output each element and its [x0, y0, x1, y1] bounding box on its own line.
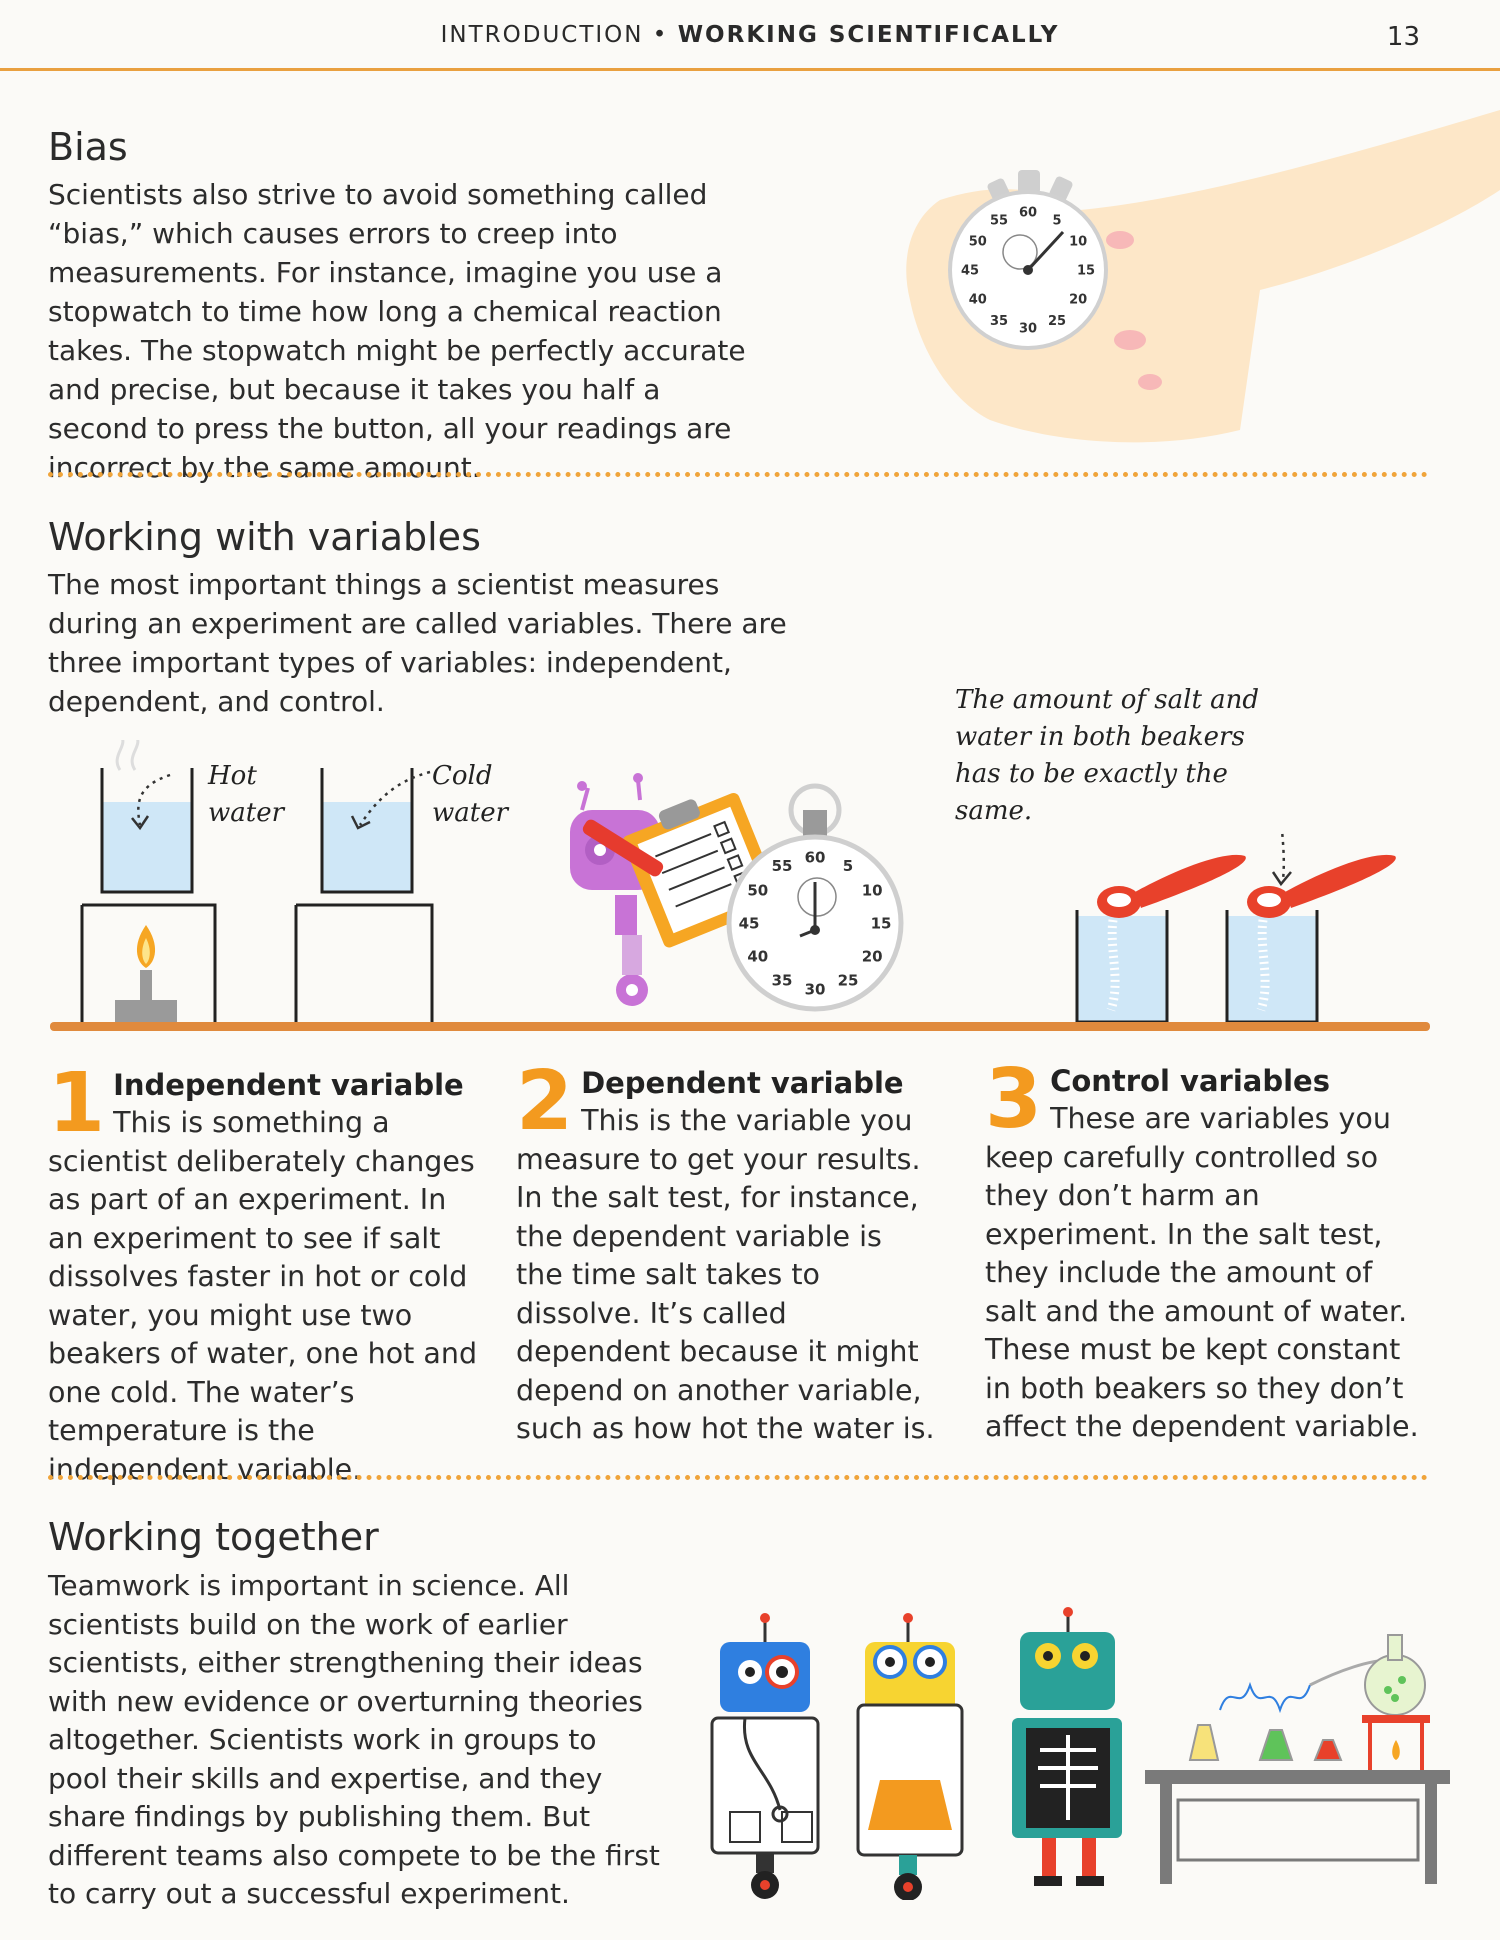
control-variables-column — [985, 1052, 1425, 1447]
stopwatch-number: 5 — [842, 857, 854, 876]
together-text: Teamwork is important in science. All scientists build on the work of earlier scientists, either strengthening their ideas with new evidence or overturning theories altogether. Scientists work in groups to pool their skills and expertise, and they share findings by publishing them. But different teams also compete to be the first to carry out a successful experiment. — [48, 1569, 660, 1910]
section-divider-2 — [48, 1475, 1428, 1480]
stopwatch-number: 10 — [1069, 234, 1088, 250]
stopwatch-number: 40 — [747, 947, 769, 966]
hot-cold-beakers-illustration — [60, 740, 510, 1030]
stopwatch-number: 40 — [968, 292, 987, 308]
section-divider-1 — [48, 472, 1428, 477]
stopwatch-number: 20 — [861, 947, 883, 966]
hand-stopwatch-illustration — [880, 100, 1500, 460]
stopwatch-number: 30 — [1018, 321, 1038, 337]
column-text-dependent: This is the variable you measure to get your results. In the salt test, for instance, the dependent variable is the time salt takes to dissolve. It’s called dependent because it might depend on another variable, such as how hot the water is. — [516, 1104, 935, 1445]
stopwatch-number: 60 — [804, 848, 826, 867]
column-number-1: 1 — [48, 1056, 106, 1151]
stopwatch-number: 25 — [837, 971, 859, 990]
stopwatch-number: 20 — [1069, 292, 1088, 308]
column-text-independent: This is something a scientist deliberately changes as part of an experiment. In an experiment to see if salt dissolves faster in hot or cold water, you might use two beakers of water, one hot and one cold. The water’s temperature is the independent variable. — [48, 1106, 478, 1486]
stopwatch-number: 55 — [989, 213, 1009, 229]
salt-note: The amount of salt and water in both beakers has to be exactly the same. — [955, 685, 1260, 826]
independent-variable-column — [48, 1056, 488, 1489]
salt-spoons-beakers-illustration — [1055, 830, 1415, 1030]
stopwatch-number: 50 — [968, 234, 987, 250]
stopwatch-number: 5 — [1052, 213, 1062, 229]
experiment-shelf — [50, 1022, 1430, 1031]
column-title-control: Control variables — [1050, 1064, 1330, 1098]
robot-stopwatch-illustration — [560, 770, 920, 1030]
header-rule — [0, 68, 1500, 71]
header-topic: WORKING SCIENTIFICALLY — [677, 22, 1060, 48]
page-number: 13 — [1386, 22, 1420, 52]
stopwatch-number: 35 — [771, 971, 793, 990]
column-number-3: 3 — [985, 1052, 1043, 1147]
stopwatch-number: 45 — [738, 914, 760, 933]
together-section — [48, 1515, 663, 1914]
stopwatch-number: 60 — [1018, 205, 1038, 221]
robot-team-illustration — [690, 1600, 1460, 1900]
bias-text: Scientists also strive to avoid something called “bias,” which causes errors to creep into measurements. For instance, imagine you use a stopwatch to time how long a chemical reaction takes. The stopwatch might be perfectly accurate and precise, but because it takes you half a second to press the button, all your readings are incorrect by the same amount. — [48, 178, 746, 484]
variables-title: Working with variables — [48, 515, 481, 559]
stopwatch-number: 35 — [989, 313, 1009, 329]
column-text-control: These are variables you keep carefully controlled so they don’t harm an experiment. In the salt test, they include the amount of salt and the amount of water. These must be kept constant in both beakers so they don’t affect the dependent variable. — [985, 1102, 1419, 1443]
column-title-dependent: Dependent variable — [581, 1066, 904, 1100]
together-title: Working together — [48, 1515, 379, 1559]
bias-title: Bias — [48, 125, 128, 169]
header-separator: • — [652, 22, 669, 48]
hot-water-label: Hot water — [208, 761, 285, 828]
stopwatch-number: 15 — [870, 914, 892, 933]
stopwatch-number: 15 — [1076, 263, 1096, 279]
dependent-variable-column — [516, 1054, 936, 1449]
stopwatch-number: 45 — [960, 263, 980, 279]
running-header — [0, 22, 1500, 48]
cold-water-label: Cold water — [432, 761, 509, 828]
stopwatch-number: 25 — [1047, 313, 1067, 329]
column-title-independent: Independent variable — [113, 1068, 464, 1102]
variables-section — [48, 515, 808, 721]
header-section: INTRODUCTION — [440, 22, 644, 48]
bias-section — [48, 125, 768, 487]
variables-intro-text: The most important things a scientist measures during an experiment are called variables. There are three important types of variables: independent, dependent, and control. — [48, 568, 787, 718]
stopwatch-number: 50 — [747, 881, 769, 900]
stopwatch-number: 10 — [861, 881, 883, 900]
column-number-2: 2 — [516, 1054, 574, 1149]
stopwatch-number: 55 — [771, 857, 793, 876]
stopwatch-number: 30 — [804, 980, 826, 999]
